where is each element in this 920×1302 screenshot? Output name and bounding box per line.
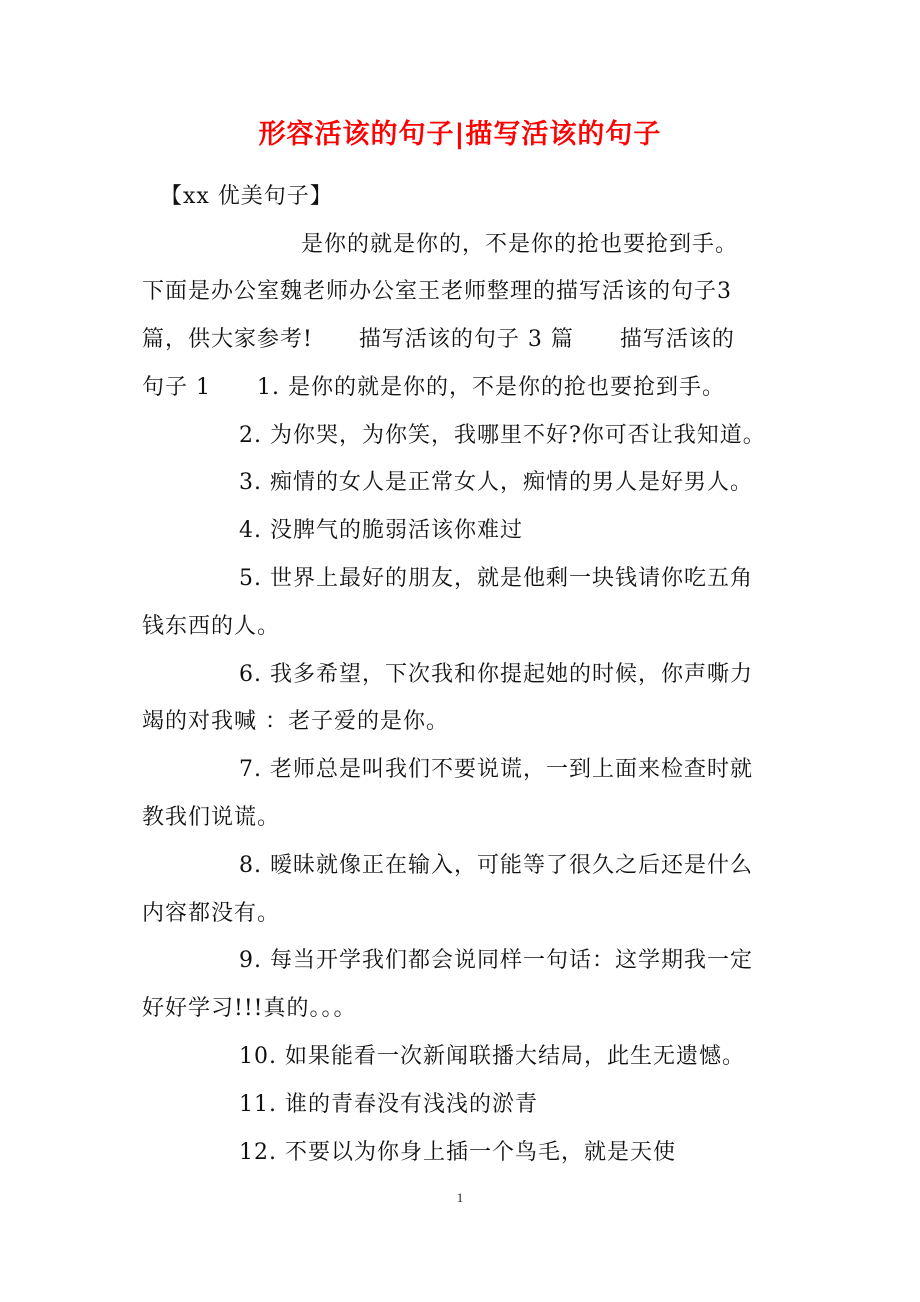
list-item: 11. 谁的青春没有浅浅的淤青 [239, 1092, 538, 1117]
list-item: 9. 每当开学我们都会说同样一句话：这学期我一定 [239, 948, 753, 973]
intro-line-4: 句子 1 1. 是你的就是你的，不是你的抢也要抢到手。 [142, 375, 725, 400]
list-item: 12. 不要以为你身上插一个鸟毛，就是天使 [239, 1140, 676, 1165]
intro-line-1: 是你的就是你的，不是你的抢也要抢到手。 [301, 232, 739, 257]
list-item: 3. 痴情的女人是正常女人，痴情的男人是好男人。 [239, 470, 753, 495]
list-item: 4. 没脾气的脆弱活该你难过 [239, 518, 523, 543]
list-item-continuation: 钱东西的人。 [142, 614, 281, 639]
page-number: 1 [456, 1190, 464, 1205]
intro-line-2: 下面是办公室魏老师办公室王老师整理的描写活该的句子3 [142, 279, 732, 304]
list-item-continuation: 竭的对我喊 ：老子爱的是你。 [142, 709, 449, 734]
list-item: 2. 为你哭，为你笑，我哪里不好?你可否让我知道。 [239, 423, 766, 448]
intro-line-3: 篇，供大家参考! 描写活该的句子 3 篇 描写活该的 [142, 327, 735, 352]
tag-line: 【xx 优美句子】 [160, 184, 333, 209]
list-item-continuation: 内容都没有。 [142, 901, 281, 926]
list-item: 6. 我多希望，下次我和你提起她的时候，你声嘶力 [239, 662, 753, 687]
list-item: 7. 老师总是叫我们不要说谎，一到上面来检查时就 [239, 757, 753, 782]
list-item: 10. 如果能看一次新闻联播大结局，此生无遗憾。 [239, 1044, 745, 1069]
list-item: 5. 世界上最好的朋友，就是他剩一块钱请你吃五角 [239, 566, 753, 591]
list-item-continuation: 教我们说谎。 [142, 805, 281, 830]
list-item: 8. 暧昧就像正在输入，可能等了很久之后还是什么 [239, 853, 753, 878]
list-item-continuation: 好好学习!!!真的。。。 [142, 996, 357, 1021]
document-title: 形容活该的句子|描写活该的句子 [258, 119, 662, 150]
